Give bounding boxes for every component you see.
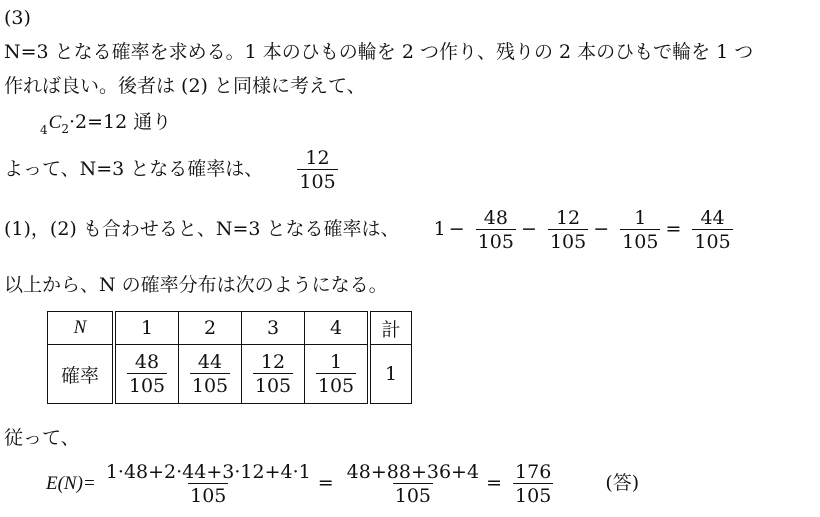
combination-formula <box>40 110 171 136</box>
fraction-1-105: $\frac{1}{105}$ <box>622 207 659 253</box>
distribution-intro: 以上から、N の確率分布は次のようになる。 <box>4 274 388 296</box>
expectation-fraction-1: $\frac{1\cdot 48+2\cdot 44+3\cdot 12+4\cdot 1}{105}$ <box>105 461 311 507</box>
fraction-12-105: $\frac{12}{105}$ <box>549 207 587 253</box>
table-cell: $\frac{44}{105}$ <box>179 345 242 404</box>
probability-n3-line <box>4 148 340 192</box>
part-label: (3) <box>4 7 31 29</box>
probability-distribution-table <box>47 311 412 404</box>
table-header-n: N <box>48 312 115 345</box>
table-cell: $\frac{1}{105}$ <box>305 345 370 404</box>
combo-sub: 2 <box>61 122 69 136</box>
complement-line: (1)，(2) も合わせると、N=3 となる確率は、 1 − $\frac{48}{105}$ − $\frac{12}{105}$ − $\frac{1}{105}$ = $\frac{44}{105}$ <box>4 207 731 253</box>
table-cell: $\frac{48}{105}$ <box>114 345 179 404</box>
combo-letter: C <box>48 112 62 133</box>
combo-rest: ·2=12 通り <box>68 111 172 133</box>
table-header-row <box>48 312 412 345</box>
table-header-cell: 2 <box>179 312 242 345</box>
one-value: 1 <box>433 218 446 240</box>
combo-pre: 4 <box>40 123 48 137</box>
table-row-label: 確率 <box>48 345 115 404</box>
table-header-cell: 4 <box>305 312 370 345</box>
table-header-cell: 1 <box>114 312 179 345</box>
table-header-cell: 3 <box>242 312 305 345</box>
therefore-text: 従って、 <box>4 427 80 449</box>
fraction-48-105: $\frac{48}{105}$ <box>477 207 514 253</box>
paragraph-line-2: 作れば良い。後者は (2) と同様に考えて、 <box>4 75 366 97</box>
answer-label: (答) <box>605 472 640 494</box>
table-cell: $\frac{12}{105}$ <box>242 345 305 404</box>
table-total-cell: 1 <box>369 345 412 404</box>
paragraph-line-1: N=3 となる確率を求める。1 本のひもの輪を 2 つ作り、残りの 2 本のひもで輪を 1 つ <box>4 41 754 63</box>
fraction-44-105: $\frac{44}{105}$ <box>694 207 731 253</box>
table-header-total: 計 <box>369 312 412 345</box>
expectation-formula: E(N)= $\frac{1\cdot 48+2\cdot 44+3\cdot 12+4\cdot 1}{105}$ = $\frac{48+88+36+4}{105}$ = $\frac{176}{105}$ (答) <box>46 461 640 507</box>
table-prob-row <box>48 345 412 404</box>
expectation-lhs: E(N)= <box>46 473 96 494</box>
fraction-12-105: $\frac{12}{105}$ <box>299 147 336 193</box>
complement-text: (1)，(2) も合わせると、N=3 となる確率は、 <box>4 218 400 240</box>
probability-n3-text: よって、N=3 となる確率は、 <box>4 158 264 180</box>
expectation-fraction-2: $\frac{48+88+36+4}{105}$ <box>346 461 480 507</box>
expectation-fraction-3: $\frac{176}{105}$ <box>515 461 552 507</box>
